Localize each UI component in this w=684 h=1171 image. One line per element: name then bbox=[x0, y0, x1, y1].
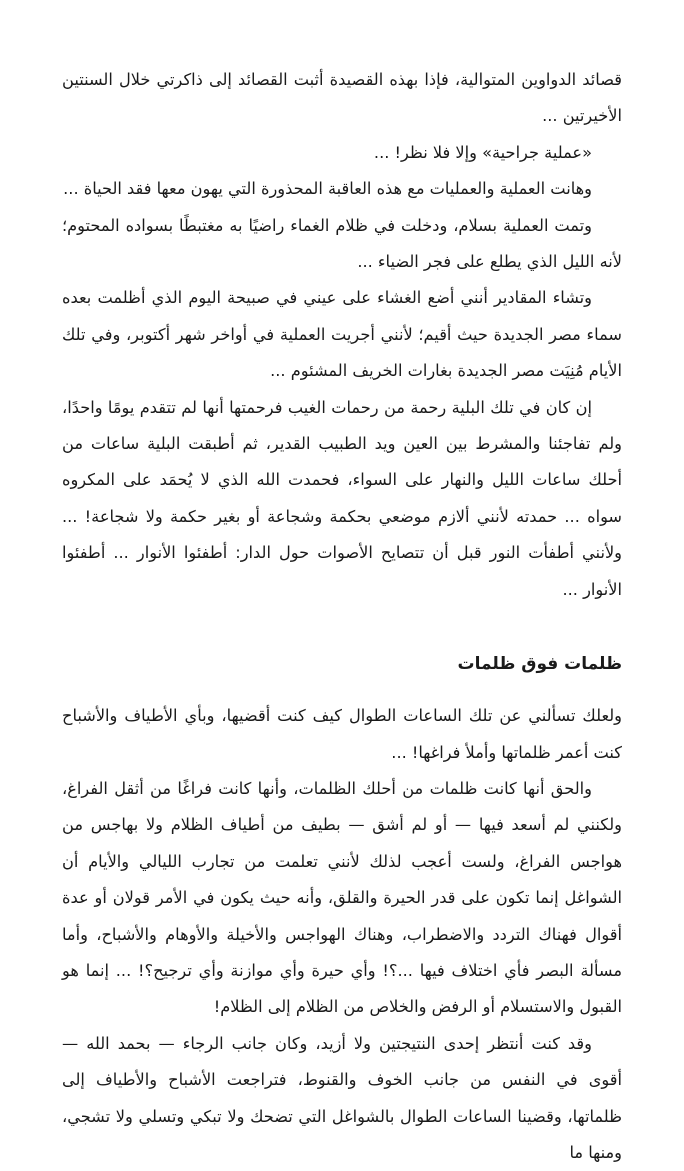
paragraph: وقد كنت أنتظر إحدى النتيجتين ولا أزيد، وكان جانب الرجاء — بحمد الله — أقوى في النفس من جانب الخوف والقنوط، فتراجعت الأشباح والأطياف إلى ظلماتها، وقضينا الساعات الطوال بالشواغل التي تضحك ولا تبكي وتسلي ولا تشجي، ومنها ما bbox=[62, 1033, 622, 1162]
paragraph: وتشاء المقادير أنني أضع الغشاء على عيني في صبيحة اليوم الذي أظلمت بعده سماء مصر الجديدة حيث أقيم؛ لأنني أجريت العملية في أواخر شهر أكتوبر، وفي تلك الأيام مُنِيَت مصر الجديدة بغارات الخريف المشئوم ... bbox=[62, 288, 622, 381]
paragraph: والحق أنها كانت ظلمات من أحلك الظلمات، وأنها كانت فراغًا من أثقل الفراغ، ولكنني لم أسعد فيها — أو لم أشق — بطيف من أطياف الظلام ولا بهاجس من هواجس الفراغ، ولست أعجب لذلك لأنني تعلمت من تجارب الليالي والأيام أن الشواغل إنما تكون على قدر الحيرة والقلق، وأنه حيث يكون في الأمر قولان أو عدة أقوال فهناك التردد والاضطراب، وهناك الهواجس والأخيلة والأوهام والأشباح، وأما مسألة البصر فأي اختلاف فيها ...؟! وأي حيرة وأي موازنة وأي ترجيح؟! ... إنما هو القبول والاستسلام أو الرفض والخلاص من الظلام إلى الظلام! bbox=[62, 778, 622, 1017]
document-page bbox=[62, 62, 622, 1171]
paragraph: ولعلك تسألني عن تلك الساعات الطوال كيف كنت أقضيها، وبأي الأطياف والأشباح كنت أعمر ظلماتها وأملأ فراغها! ... bbox=[62, 706, 622, 762]
paragraph: وهانت العملية والعمليات مع هذه العاقبة المحذورة التي يهون معها فقد الحياة ... bbox=[63, 179, 592, 199]
paragraph-quote: «عملية جراحية» وإلا فلا نظر! ... bbox=[373, 142, 592, 162]
paragraph: إن كان في تلك البلية رحمة من رحمات الغيب فرحمتها أنها لم تتقدم يومًا واحدًا، ولم تفاجئنا والمشرط بين العين ويد الطبيب القدير، ثم أطبقت البلية ساعات من أحلك ساعات الليل والنهار على السواء، فحمدت الله الذي لا يُحمَد على المكروه سواه ... حمدته لأنني ألازم موضعي بحكمة وشجاعة أو بغير حكمة ولا شجاعة! ... ولأنني أطفأت النور قبل أن تتصايح الأصوات حول الدار: أطفئوا الأنوار ... أطفئوا الأنوار ... bbox=[62, 397, 622, 599]
section-spacer bbox=[62, 608, 622, 646]
paragraph-continuation: قصائد الدواوين المتوالية، فإذا بهذه القصيدة أثبت القصائد إلى ذاكرتي خلال السنتين الأخيرتين ... bbox=[62, 70, 622, 126]
heading-spacer bbox=[62, 682, 622, 698]
section-heading: ظلمات فوق ظلمات bbox=[457, 654, 622, 675]
paragraph: وتمت العملية بسلام، ودخلت في ظلام الغماء راضيًا به مغتبطًا بسواده المحتوم؛ لأنه الليل الذي يطلع على فجر الضياء ... bbox=[62, 215, 622, 272]
